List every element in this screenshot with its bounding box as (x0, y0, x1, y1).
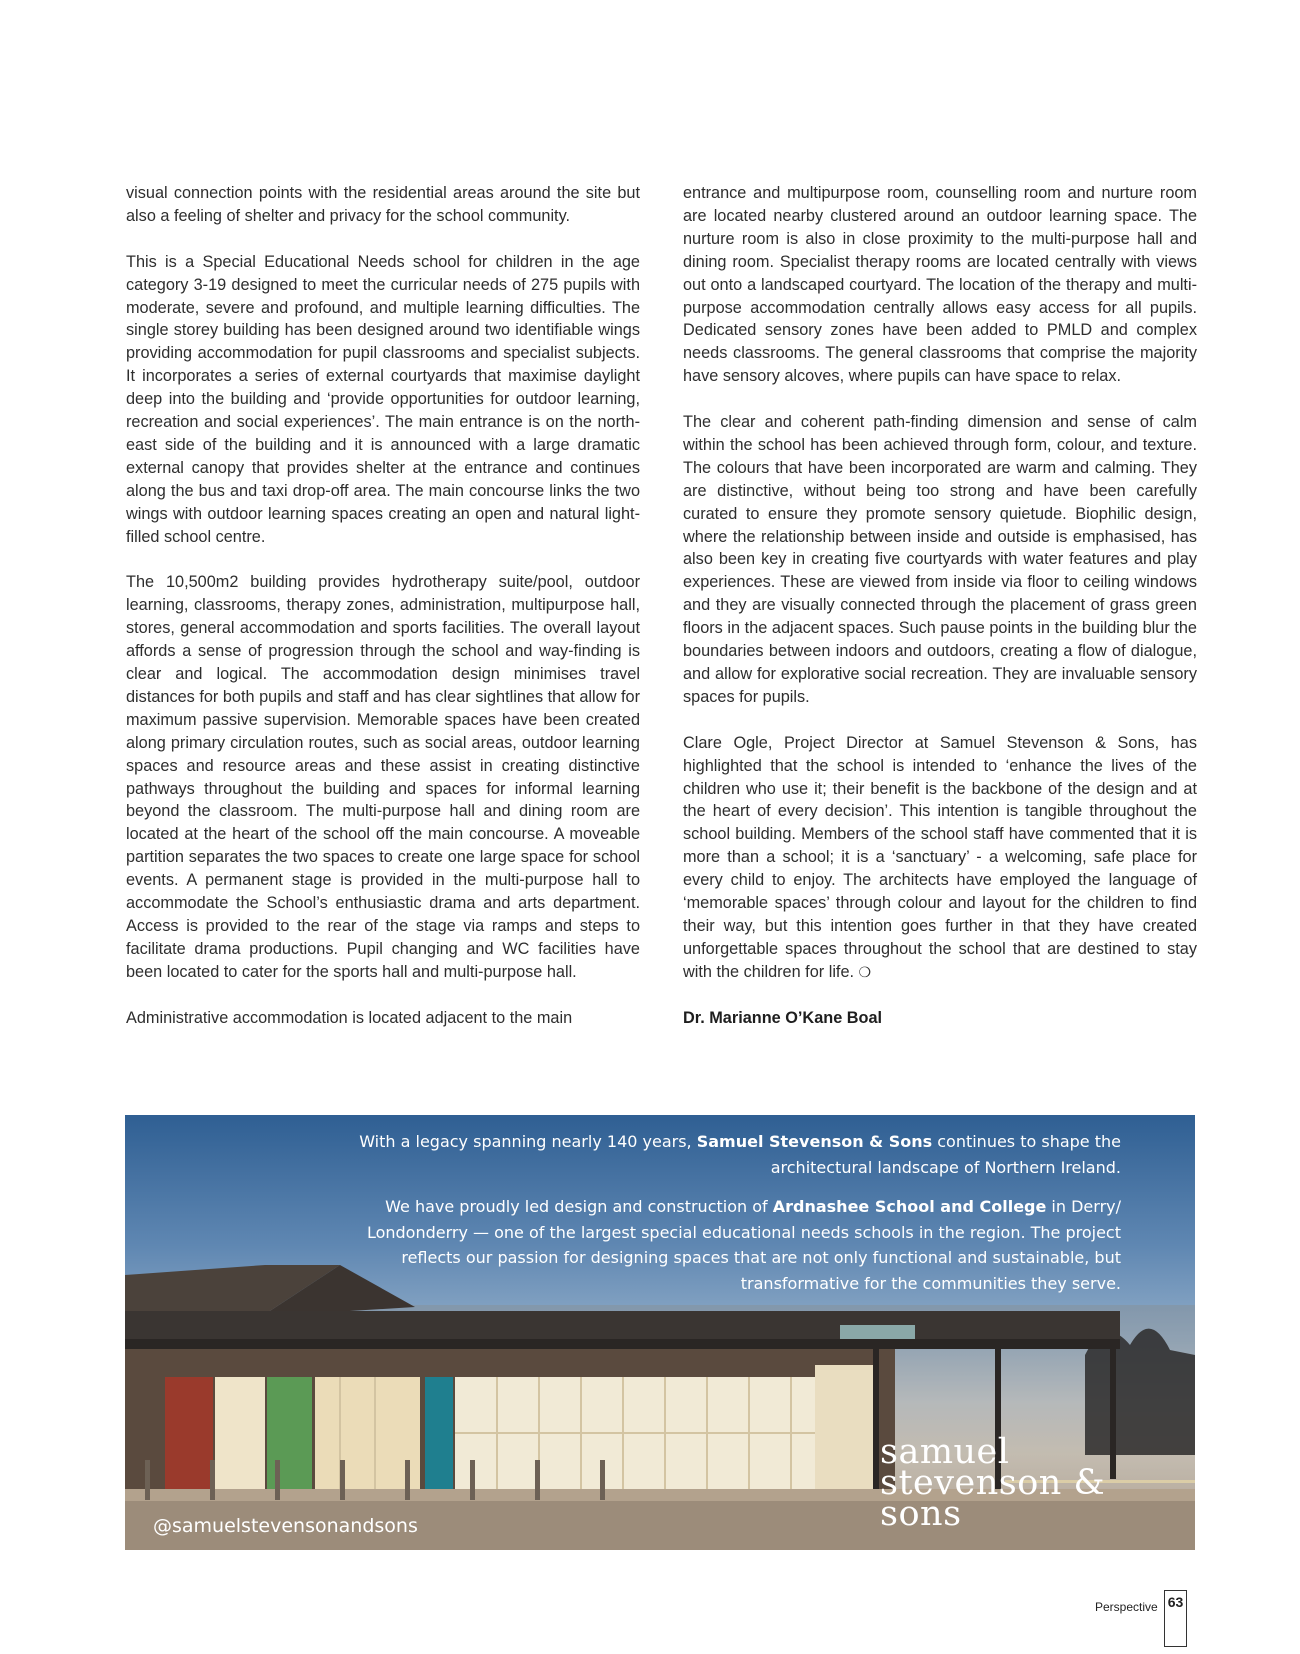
article-paragraph: visual connection points with the residential areas around the site but also a feeling of shelter and privacy for the school community. (126, 184, 640, 225)
ad-paragraph-project (341, 1194, 1121, 1296)
logo-line: sons (880, 1494, 962, 1534)
article-paragraph: This is a Special Educational Needs school for children in the age category 3-19 designed to meet the curricular needs of 275 pupils with moderate, severe and profound, and multiple learning difficulties. The single storey building has been designed around two identifiable wings providing accommodation for pupil classrooms and specialist subjects. It incorporates a series of external courtyards that maximise daylight deep into the building and ‘provide opportunities for outdoor learning, recreation and social experiences’. The main entrance is on the north-east side of the building and it is announced with a large dramatic external canopy that provides shelter at the entrance and continues along the bus and taxi drop-off area. The main concourse links the two wings with outdoor learning spaces creating an open and natural light-filled school centre. (126, 252, 640, 546)
page-footer (1095, 1590, 1187, 1628)
ad-text-span: continues to shape the architectural landscape of Northern Ireland. (770, 1132, 1121, 1177)
social-handle: @samuelstevensonandsons (153, 1515, 418, 1537)
author-byline: Dr. Marianne O’Kane Boal (683, 1008, 883, 1027)
article-paragraph: The 10,500m2 building provides hydrotherapy suite/pool, outdoor learning, classrooms, therapy zones, administration, multipurpose hall, stores, general accommodation and sports facilities. The overall layout affords a sense of progression through the school and way-finding is clear and logical. The accommodation design minimises travel distances for both pupils and staff and has clear sightlines that allow for maximum passive supervision. Memorable spaces have been created along primary circulation routes, such as social areas, outdoor learning spaces and resource areas and these assist in creating distinctive pathways throughout the building and spaces for informal learning beyond the classroom. The multi-purpose hall and dining room are located at the heart of the school off the main concourse. A moveable partition separates the two spaces to create one large space for school events. A permanent stage is provided in the multi-purpose hall to accommodate the School’s enthusiastic drama and arts department. Access is provided to the rear of the stage via ramps and steps to facilitate drama productions. Pupil changing and WC facilities have been located to cater for the sports hall and multi-purpose hall. (126, 573, 640, 981)
article-left-column (126, 182, 640, 1029)
project-name: Ardnashee School and College (772, 1197, 1047, 1216)
article-paragraph: entrance and multipurpose room, counselling room and nurture room are located nearby clustered around an outdoor learning space. The nurture room is also in close proximity to the multi-purpose hall and dining room. Specialist therapy rooms are located centrally with views out onto a landscaped courtyard. The location of the therapy and multi-purpose accommodation centrally allows easy access for all pupils. Dedicated sensory zones have been added to PMLD and complex needs classrooms. The general classrooms that comprise the majority have sensory alcoves, where pupils can have space to relax. (683, 184, 1197, 386)
ad-text-span: With a legacy spanning nearly 140 years, (359, 1132, 697, 1151)
company-name: Samuel Stevenson & Sons (696, 1132, 933, 1151)
article-paragraph: Administrative accommodation is located adjacent to the main (126, 1008, 573, 1027)
publication-name: Perspective (1095, 1600, 1158, 1614)
company-logo (880, 1432, 1106, 1534)
ad-text-span: in Derry/ Londonderry — one of the largest special educational needs schools in the region. The project reflects our passion for designing spaces that are not only functional and sustainable, but transformative for the communities they serve. (366, 1197, 1121, 1293)
ad-text-span: We have proudly led design and construction of (385, 1197, 773, 1216)
logo-line: stevenson & (880, 1463, 1106, 1503)
article-paragraph: The clear and coherent path-finding dimension and sense of calm within the school has been achieved through form, colour, and texture. The colours that have been incorporated are warm and calming. They are distinctive, without being too strong and have been carefully curated to ensure they promote sensory quietude. Biophilic design, where the relationship between inside and outside is emphasised, has also been key in creating five courtyards with water features and play experiences. These are viewed from inside via floor to ceiling windows and they are visually connected through the placement of grass green floors in the adjacent spaces. Such pause points in the building blur the boundaries between indoors and outdoors, creating a flow of dialogue, and allow for explorative social recreation. They are invaluable sensory spaces for pupils. (683, 413, 1197, 706)
advertisement-copy (341, 1129, 1121, 1310)
article-paragraph-text: Clare Ogle, Project Director at Samuel Stevenson & Sons, has highlighted that the school is intended to ‘enhance the lives of the children who use it; their benefit is the backbone of the design and at the heart of every decision’. This intention is tangible throughout the school building. Members of the school staff have commented that it is more than a school; it is a ‘sanctuary’ - a welcoming, safe place for every child to enjoy. The architects have employed the language of ‘memorable spaces’ through colour and layout for the children to find their way, but this intention goes further in that they have created unforgettable spaces throughout the school that are destined to stay with the children for life. (683, 733, 1197, 981)
end-mark-icon: ❍ (858, 963, 872, 980)
article-right-column (683, 182, 1197, 1029)
ad-paragraph-legacy (341, 1129, 1121, 1180)
advertisement-banner (125, 1115, 1195, 1550)
logo-line: samuel (880, 1432, 1010, 1472)
article-paragraph-final (683, 732, 1197, 984)
page-number: 63 (1164, 1590, 1188, 1647)
